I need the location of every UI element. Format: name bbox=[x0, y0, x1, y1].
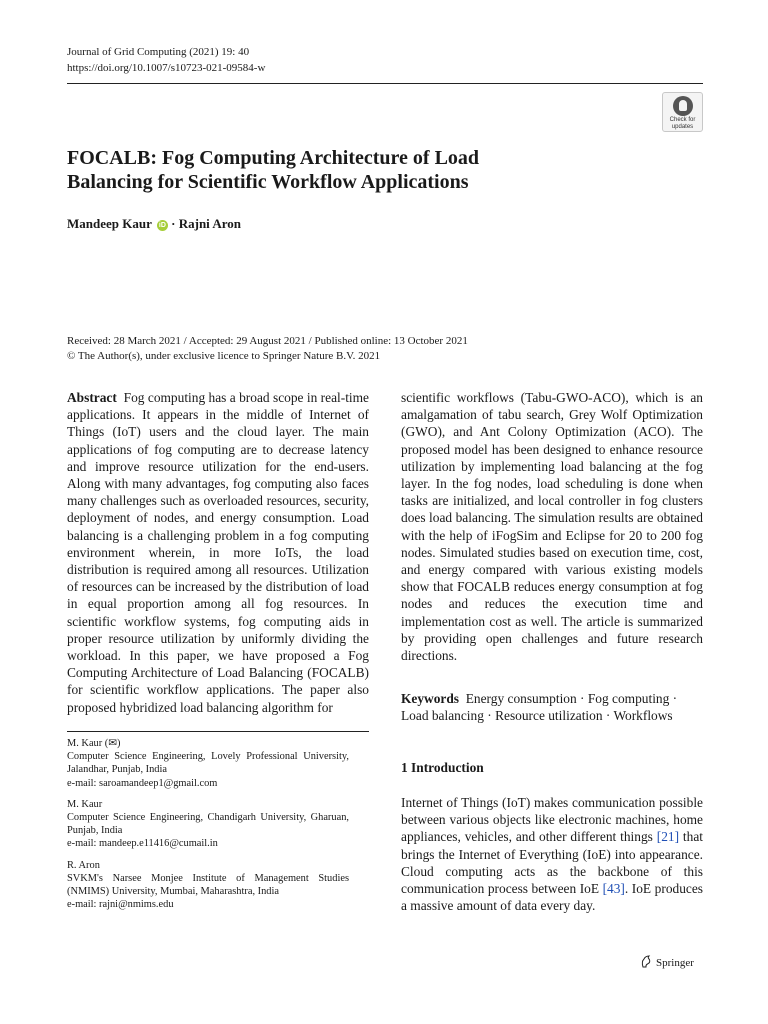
badge-line-2: updates bbox=[671, 124, 694, 130]
journal-header bbox=[67, 44, 265, 76]
affiliations bbox=[67, 737, 349, 919]
author-separator: · bbox=[167, 216, 179, 231]
affiliation-institution: SVKM's Narsee Monjee Institute of Management Studies (NMIMS) University, Mumbai, Maharashtra, India bbox=[67, 872, 349, 898]
keywords-line-2: Load balancing · Resource utilization · Workflows bbox=[401, 708, 673, 724]
author-list bbox=[67, 215, 241, 233]
abstract-paragraph-left bbox=[67, 389, 369, 716]
affiliation-3 bbox=[67, 859, 349, 912]
header-rule bbox=[67, 83, 703, 84]
badge-line-1: Check for bbox=[669, 117, 696, 123]
publisher-name: Springer bbox=[656, 957, 694, 969]
abstract-text-right: scientific workflows (Tabu-GWO-ACO), which is an amalgamation of tabu search, Grey Wolf Optimization (GWO), and Ant Colony Optimization (ACO). The proposed model has been designed to enhance resource utilization by implementing load balancing at the fog layer. In the fog nodes, load scheduling is done when tasks are initialized, and local controller in fog clusters does load balancing. The simulation results are obtained with the help of iFogSim and Eclipse for 20 to 200 fog nodes. Simulated studies based on execution time, cost, and energy compared with various existing models show that FOCALB reduces energy consumption at fog nodes and reduces the execution time and implementation cost as well. The article is summarized by providing open challenges and future research directions. bbox=[401, 390, 703, 664]
affiliation-name: M. Kaur (✉) bbox=[67, 738, 121, 749]
citation-link-43[interactable]: [43] bbox=[602, 881, 625, 897]
affiliation-rule bbox=[67, 731, 369, 732]
check-for-updates-badge[interactable] bbox=[662, 92, 703, 132]
update-icon bbox=[673, 96, 693, 116]
abstract-left-column bbox=[67, 389, 369, 716]
title-line-2: Balancing for Scientific Workflow Applications bbox=[67, 171, 469, 193]
dates-line: Received: 28 March 2021 / Accepted: 29 August 2021 / Published online: 13 October 2021 bbox=[67, 335, 468, 347]
section-heading-introduction: 1 Introduction bbox=[401, 760, 484, 775]
affiliation-1 bbox=[67, 737, 349, 790]
affiliation-email[interactable]: e-mail: mandeep.e11416@cumail.in bbox=[67, 838, 218, 850]
publication-dates bbox=[67, 334, 468, 364]
doi-link[interactable]: https://doi.org/10.1007/s10723-021-09584-w bbox=[67, 62, 266, 74]
introduction-paragraph bbox=[401, 794, 703, 914]
affiliation-email[interactable]: e-mail: rajni@nmims.edu bbox=[67, 899, 174, 911]
orcid-icon[interactable]: iD bbox=[158, 222, 166, 229]
keywords-label: Keywords bbox=[401, 691, 460, 706]
intro-text-1: Internet of Things (IoT) makes communication possible between various objects like electronic machines, home appliances, vehicles, and other different things bbox=[401, 795, 703, 845]
affiliation-name: M. Kaur bbox=[67, 798, 103, 810]
author-1[interactable]: Mandeep Kaur bbox=[67, 216, 152, 231]
citation-link-21[interactable]: [21] bbox=[656, 829, 680, 845]
affiliation-name: R. Aron bbox=[67, 859, 100, 871]
author-2[interactable]: Rajni Aron bbox=[178, 216, 241, 231]
springer-horse-icon bbox=[640, 955, 652, 968]
affiliation-email[interactable]: e-mail: saroamandeep1@gmail.com bbox=[67, 777, 218, 789]
abstract-text-left: Fog computing has a broad scope in real-time applications. It appears in the middle of Internet of Things (IoT) users and the cloud layer. The main applications of fog computing are to decrease latency and improve resource utilization for the end-users. Along with many advantages, fog computing also faces many challenges such as overloaded resources, security, deployment of nodes, and energy consumption. Load balancing is a challenging problem in a fog computing environment wherein, in more IoTs, the load distribution is required among all resources. Utilization of resources can be increased by the distribution of load in equal proportion among all fog resources. In scientific workflow systems, fog computing aids in proper resource utilization by uniformly dividing the workload. In this paper, we have proposed a Fog Computing Architecture of Load Balancing (FOCALB) for scientific workflow applications. The paper also proposed hybridized load balancing algorithm for bbox=[67, 390, 370, 715]
intro-text-3: . IoE produces a massive amount of data every day. bbox=[401, 881, 703, 914]
intro-text-2: that brings the Internet of Everything (IoE) into appearance. Cloud computing acts as the backbone of this communication process between IoE bbox=[401, 829, 703, 897]
keywords bbox=[401, 690, 703, 724]
abstract-right-column bbox=[401, 389, 703, 664]
affiliation-institution: Computer Science Engineering, Chandigarh University, Gharuan, Punjab, India bbox=[67, 812, 349, 837]
copyright-line: © The Author(s), under exclusive licence to Springer Nature B.V. 2021 bbox=[67, 350, 381, 362]
keywords-line-1: Energy consumption · Fog computing · bbox=[465, 691, 678, 706]
abstract-label: Abstract bbox=[67, 390, 117, 405]
paper-title bbox=[67, 146, 587, 194]
title-line-1: FOCALB: Fog Computing Architecture of Load bbox=[67, 147, 480, 169]
journal-citation: Journal of Grid Computing (2021) 19: 40 bbox=[67, 46, 250, 58]
affiliation-institution: Computer Science Engineering, Lovely Professional University, Jalandhar, Punjab, India bbox=[67, 751, 349, 776]
affiliation-2 bbox=[67, 798, 349, 851]
publisher-logo bbox=[640, 955, 694, 971]
